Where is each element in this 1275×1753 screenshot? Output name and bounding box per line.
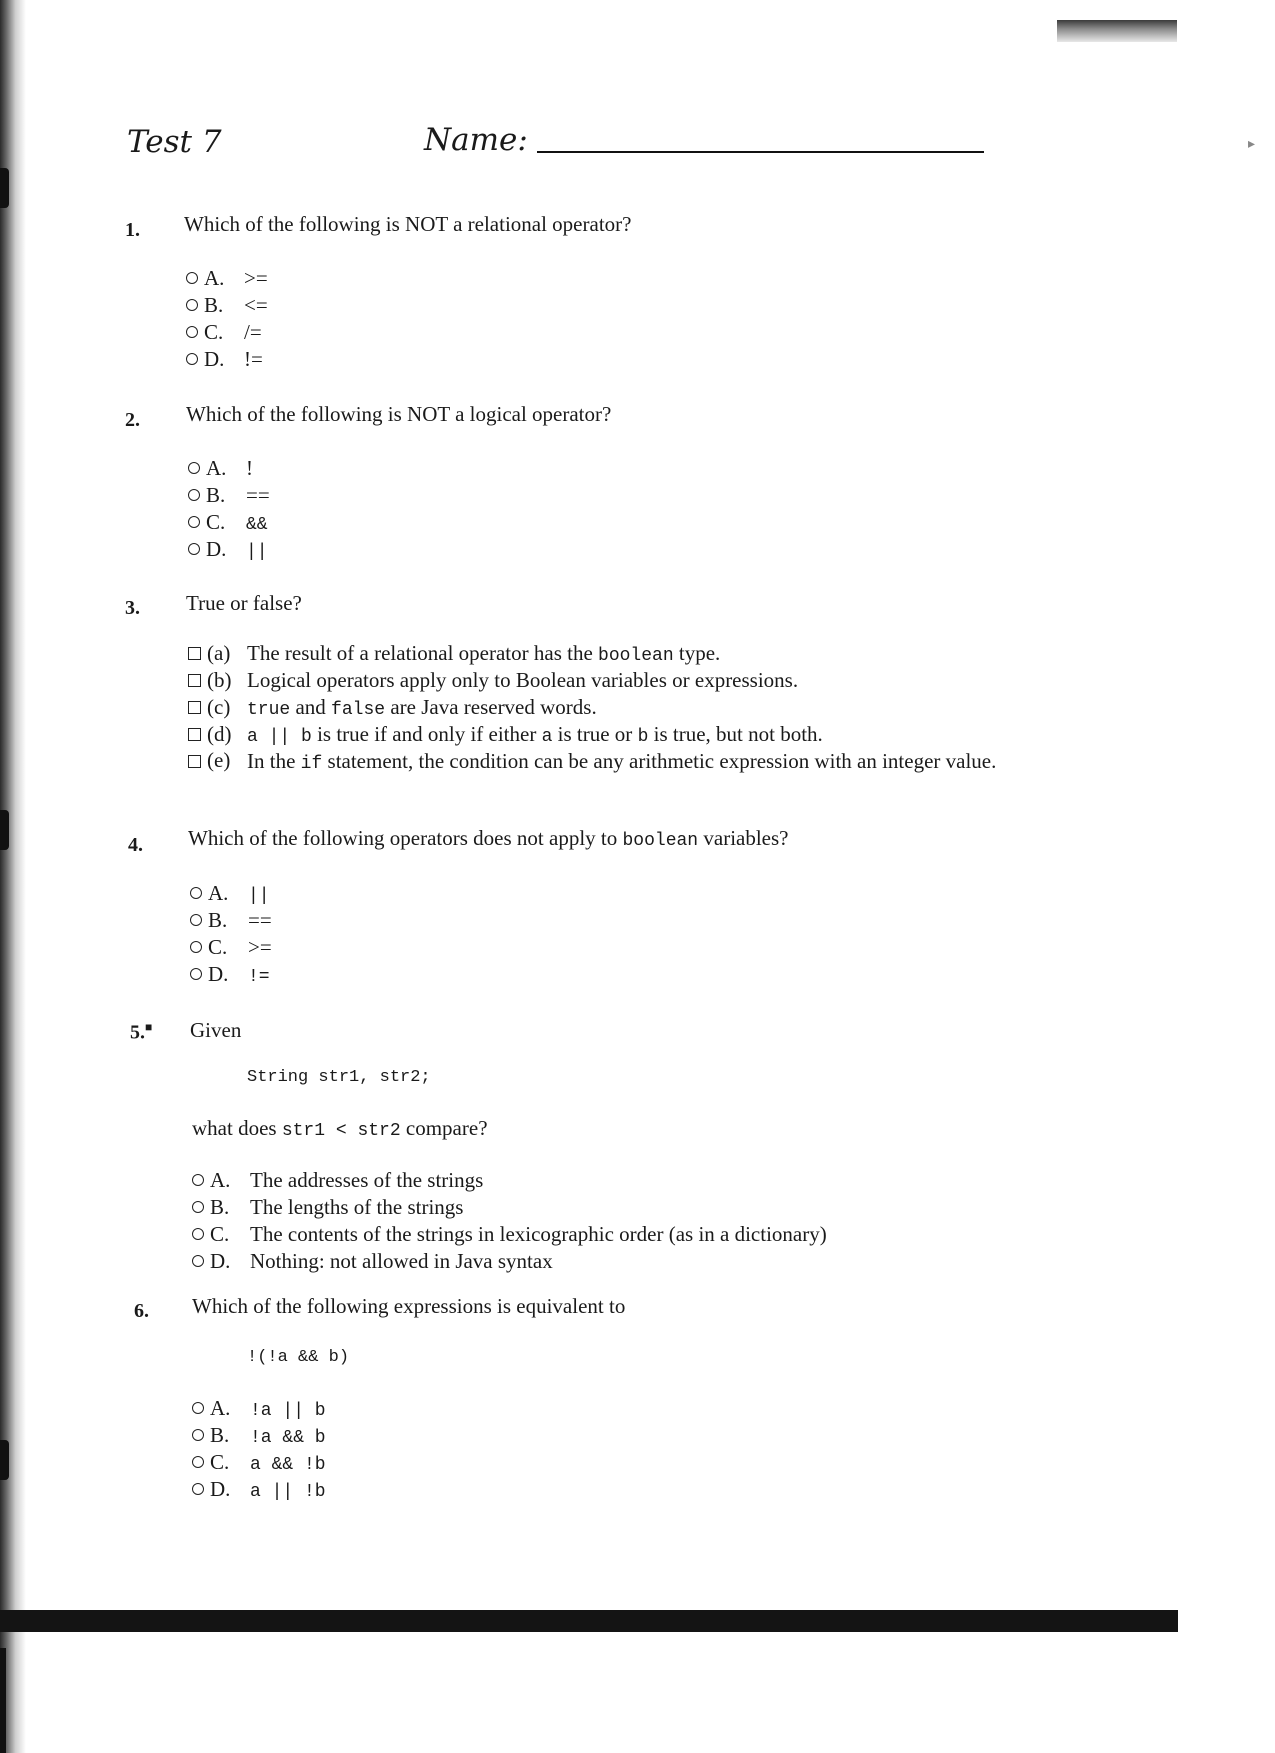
radio-circle-icon[interactable] <box>188 489 200 501</box>
tf-item[interactable]: (a) The result of a relational operator has the boolean type. <box>188 640 1007 667</box>
option-item[interactable]: A. ! <box>188 456 270 483</box>
q6-options <box>192 1396 326 1504</box>
q1-options <box>186 266 268 374</box>
radio-circle-icon[interactable] <box>192 1483 204 1495</box>
name-label: Name: <box>424 122 528 158</box>
scan-shadow-left <box>0 0 26 1753</box>
question-number: 3. <box>125 597 140 619</box>
question-number: 5.■ <box>130 1020 153 1044</box>
q4-options <box>190 881 272 989</box>
q3-statements <box>188 640 1007 778</box>
question-number: 1. <box>125 219 140 241</box>
radio-circle-icon[interactable] <box>188 462 200 474</box>
tf-item[interactable]: (c) true and false are Java reserved words. <box>188 694 1007 721</box>
option-item[interactable]: B. == <box>190 908 272 935</box>
option-item[interactable]: C. /= <box>186 320 268 347</box>
checkbox-icon[interactable] <box>188 728 201 741</box>
binder-hole-mark <box>0 1440 9 1480</box>
option-item[interactable]: C. a && !b <box>192 1450 326 1477</box>
page-bottom-bar <box>0 1610 1178 1632</box>
checkbox-icon[interactable] <box>188 647 201 660</box>
checkbox-icon[interactable] <box>188 674 201 687</box>
question-subtext: what does str1 < str2 compare? <box>192 1116 488 1141</box>
radio-circle-icon[interactable] <box>192 1456 204 1468</box>
option-item[interactable]: A. >= <box>186 266 268 293</box>
option-item[interactable]: B. !a && b <box>192 1423 326 1450</box>
code-snippet: !(!a && b) <box>247 1348 350 1367</box>
question-text: Which of the following expressions is equivalent to <box>192 1294 626 1318</box>
checkbox-icon[interactable] <box>188 701 201 714</box>
option-item[interactable]: B. == <box>188 483 270 510</box>
radio-circle-icon[interactable] <box>192 1429 204 1441</box>
question-text: True or false? <box>186 591 302 615</box>
option-item[interactable]: D. != <box>186 347 268 374</box>
radio-circle-icon[interactable] <box>190 914 202 926</box>
radio-circle-icon[interactable] <box>186 326 198 338</box>
radio-circle-icon[interactable] <box>190 968 202 980</box>
option-item[interactable]: C. >= <box>190 935 272 962</box>
question-text: Which of the following is NOT a relational operator? <box>184 212 632 236</box>
code-snippet: String str1, str2; <box>247 1068 431 1087</box>
checkbox-icon[interactable] <box>188 755 201 768</box>
radio-circle-icon[interactable] <box>188 543 200 555</box>
tf-item[interactable]: (d) a || b is true if and only if either a is true or b is true, but not both. <box>188 721 1007 748</box>
radio-circle-icon[interactable] <box>192 1255 204 1267</box>
option-item[interactable]: B. The lengths of the strings <box>192 1195 827 1222</box>
radio-circle-icon[interactable] <box>192 1174 204 1186</box>
radio-circle-icon[interactable] <box>186 353 198 365</box>
binder-hole-mark <box>0 810 9 850</box>
radio-circle-icon[interactable] <box>190 941 202 953</box>
option-item[interactable]: A. !a || b <box>192 1396 326 1423</box>
stray-mark-icon: ▸ <box>1248 136 1256 152</box>
radio-circle-icon[interactable] <box>190 887 202 899</box>
tf-item[interactable]: (e) In the if statement, the condition can be any arithmetic expression with an integer value. <box>188 748 1007 778</box>
scan-edge-bottom-left <box>0 1648 6 1753</box>
option-item[interactable]: D. != <box>190 962 272 989</box>
tf-item[interactable]: (b) Logical operators apply only to Boolean variables or expressions. <box>188 667 1007 694</box>
scan-shadow-top-right <box>1057 20 1177 42</box>
question-number: 6. <box>134 1300 149 1322</box>
option-item[interactable]: A. || <box>190 881 272 908</box>
name-field-line[interactable] <box>537 151 984 153</box>
question-number: 4. <box>128 834 143 856</box>
option-item[interactable]: D. || <box>188 537 270 564</box>
option-item[interactable]: A. The addresses of the strings <box>192 1168 827 1195</box>
option-item[interactable]: B. <= <box>186 293 268 320</box>
option-item[interactable]: D. Nothing: not allowed in Java syntax <box>192 1249 827 1276</box>
question-text: Which of the following operators does not apply to boolean variables? <box>188 826 789 851</box>
radio-circle-icon[interactable] <box>192 1228 204 1240</box>
q2-options <box>188 456 270 564</box>
question-number: 2. <box>125 409 140 431</box>
radio-circle-icon[interactable] <box>186 272 198 284</box>
option-item[interactable]: D. a || !b <box>192 1477 326 1504</box>
question-text: Which of the following is NOT a logical operator? <box>186 402 612 426</box>
option-item[interactable]: C. && <box>188 510 270 537</box>
radio-circle-icon[interactable] <box>192 1402 204 1414</box>
test-title: Test 7 <box>127 124 222 160</box>
radio-circle-icon[interactable] <box>192 1201 204 1213</box>
binder-hole-mark <box>0 168 9 208</box>
question-text: Given <box>190 1018 242 1042</box>
option-item[interactable]: C. The contents of the strings in lexicographic order (as in a dictionary) <box>192 1222 827 1249</box>
q5-options <box>192 1168 827 1276</box>
note-mark-icon: ■ <box>145 1020 153 1034</box>
radio-circle-icon[interactable] <box>186 299 198 311</box>
radio-circle-icon[interactable] <box>188 516 200 528</box>
